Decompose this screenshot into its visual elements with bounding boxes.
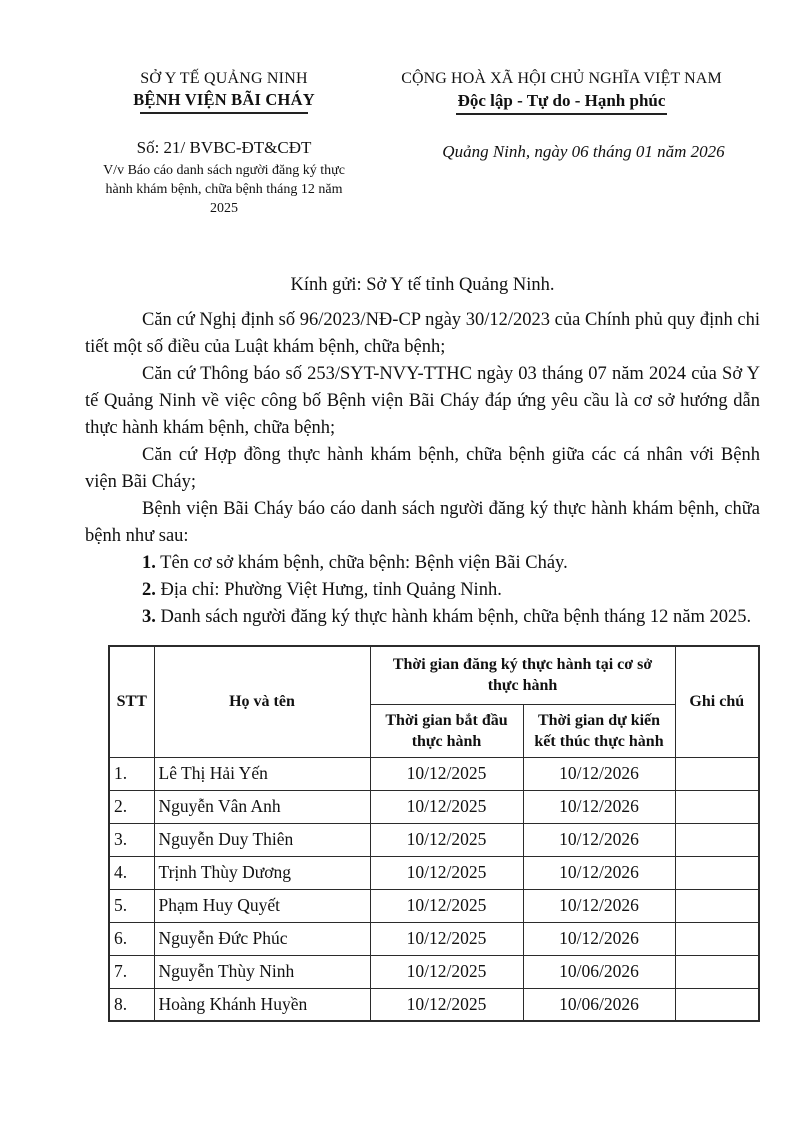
row-stt: 3. [109,823,154,856]
row-stt: 4. [109,856,154,889]
row-start-date: 10/12/2025 [370,889,523,922]
row-stt: 7. [109,955,154,988]
row-start-date: 10/12/2025 [370,757,523,790]
country-name: CỘNG HOÀ XÃ HỘI CHỦ NGHĨA VIỆT NAM [401,70,722,87]
document-header [85,68,760,218]
row-note [675,823,759,856]
document-number: Số: 21/ BVBC-ĐT&CĐT [136,138,312,157]
row-start-date: 10/12/2025 [370,955,523,988]
row-name: Nguyễn Thùy Ninh [154,955,370,988]
hospital-name: BỆNH VIỆN BÃI CHÁY [133,90,315,109]
national-motto-block [363,68,760,218]
row-start-date: 10/12/2025 [370,922,523,955]
row-end-date: 10/06/2026 [523,955,675,988]
department-name: SỞ Y TẾ QUẢNG NINH [140,70,308,87]
national-motto: Độc lập - Tự do - Hạnh phúc [456,89,668,115]
row-end-date: 10/12/2026 [523,889,675,922]
paragraph-legal-basis-2: Căn cứ Thông báo số 253/SYT-NVY-TTHC ngày 03 tháng 07 năm 2024 của Sở Y tế Quảng Ninh về việc công bố Bệnh viện Bãi Cháy đáp ứng yêu cầu là cơ sở hướng dẫn thực hành khám bệnh, chữa bệnh; [85,364,760,438]
row-name: Nguyễn Vân Anh [154,790,370,823]
header-note: Ghi chú [675,646,759,757]
item-number: 2. [142,580,156,600]
practice-registration-table [108,645,760,1022]
row-name: Nguyễn Duy Thiên [154,823,370,856]
item-address [85,577,760,604]
row-note [675,988,759,1021]
row-note [675,922,759,955]
paragraph-report-intro: Bệnh viện Bãi Cháy báo cáo danh sách người đăng ký thực hành khám bệnh, chữa bệnh như sau: [85,499,760,546]
row-start-date: 10/12/2025 [370,856,523,889]
item-number: 1. [142,553,156,573]
row-note [675,955,759,988]
document-body [85,307,760,631]
row-stt: 6. [109,922,154,955]
row-start-date: 10/12/2025 [370,988,523,1021]
table-row [109,757,759,790]
header-period-group: Thời gian đăng ký thực hành tại cơ sở thực hành [370,646,675,704]
table-row [109,889,759,922]
row-name: Trịnh Thùy Dương [154,856,370,889]
item-text: Địa chỉ: Phường Việt Hưng, tỉnh Quảng Ninh. [155,580,502,600]
row-note [675,757,759,790]
table-row [109,790,759,823]
row-note [675,790,759,823]
table-row [109,955,759,988]
table-row [109,922,759,955]
row-start-date: 10/12/2025 [370,823,523,856]
row-note [675,856,759,889]
hospital-name-underline [140,112,308,114]
salutation-line: Kính gửi: Sở Y tế tỉnh Quảng Ninh. [290,275,555,295]
item-list-intro [85,604,760,631]
item-number: 3. [142,607,156,627]
row-stt: 5. [109,889,154,922]
paragraph-legal-basis-1: Căn cứ Nghị định số 96/2023/NĐ-CP ngày 30/12/2023 của Chính phủ quy định chi tiết một số điều của Luật khám bệnh, chữa bệnh; [85,310,760,357]
row-end-date: 10/06/2026 [523,988,675,1021]
header-end-date: Thời gian dự kiến kết thúc thực hành [523,704,675,757]
item-text: Danh sách người đăng ký thực hành khám bệnh, chữa bệnh tháng 12 năm 2025. [155,607,752,627]
row-end-date: 10/12/2026 [523,823,675,856]
header-start-date: Thời gian bắt đầu thực hành [370,704,523,757]
row-name: Hoàng Khánh Huyền [154,988,370,1021]
issuing-agency-block [85,68,363,218]
row-end-date: 10/12/2026 [523,922,675,955]
row-stt: 1. [109,757,154,790]
table-row [109,856,759,889]
row-stt: 2. [109,790,154,823]
item-facility-name [85,550,760,577]
document-subject: V/v Báo cáo danh sách người đăng ký thực hành khám bệnh, chữa bệnh tháng 12 năm 2025 [103,163,345,216]
table-row [109,988,759,1021]
header-name: Họ và tên [154,646,370,757]
paragraph-legal-basis-3: Căn cứ Hợp đồng thực hành khám bệnh, chữa bệnh giữa các cá nhân với Bệnh viện Bãi Cháy; [85,445,760,492]
row-start-date: 10/12/2025 [370,790,523,823]
table-row [109,823,759,856]
item-text: Tên cơ sở khám bệnh, chữa bệnh: Bệnh viện Bãi Cháy. [155,553,568,573]
row-end-date: 10/12/2026 [523,856,675,889]
row-stt: 8. [109,988,154,1021]
row-name: Nguyễn Đức Phúc [154,922,370,955]
row-name: Phạm Huy Quyết [154,889,370,922]
row-end-date: 10/12/2026 [523,757,675,790]
place-and-date: Quảng Ninh, ngày 06 tháng 01 năm 2026 [442,142,725,161]
row-name: Lê Thị Hải Yến [154,757,370,790]
row-note [675,889,759,922]
row-end-date: 10/12/2026 [523,790,675,823]
header-stt: STT [109,646,154,757]
